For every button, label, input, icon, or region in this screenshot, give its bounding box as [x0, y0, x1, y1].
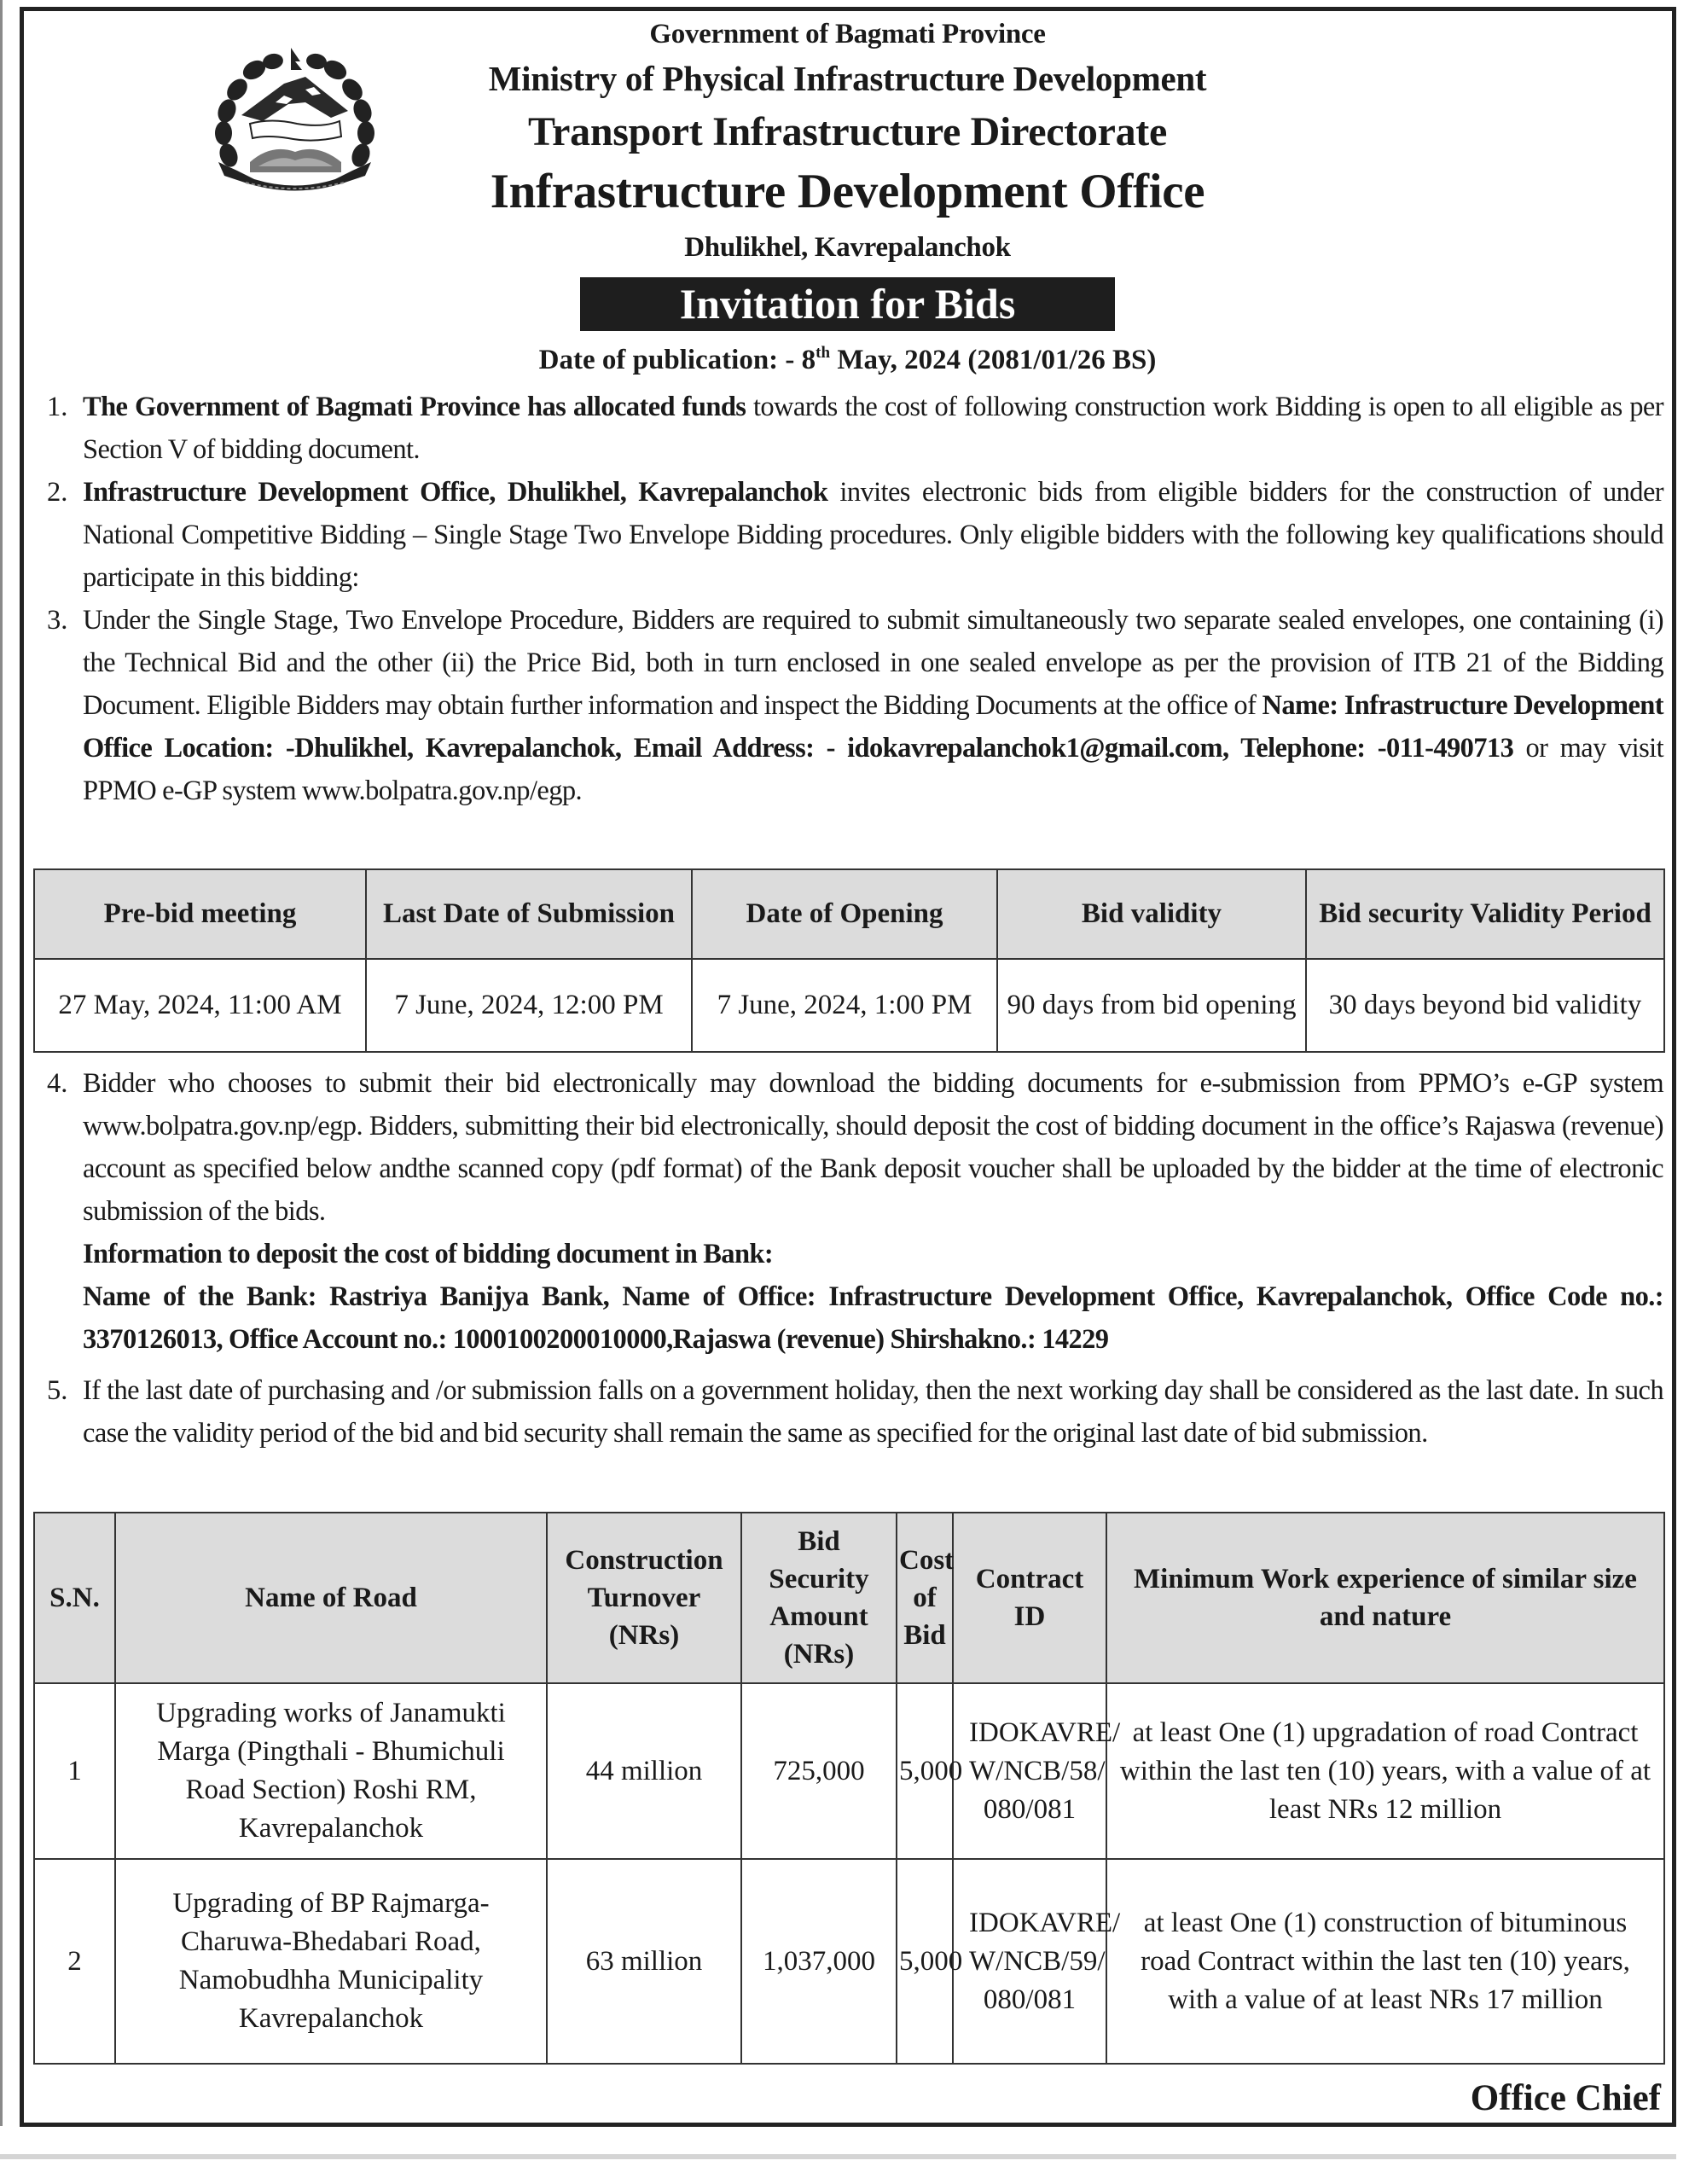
clause-bold: The Government of Bagmati Province has allocated funds [83, 392, 746, 422]
bank-info-details: Name of the Bank: Rastriya Banijya Bank, Name of Office: Infrastructure Development Office, Kavrepalanchok, Office Code no.: 3370126013, Office Account no.: 1000100200010000,Rajaswa (revenue) Shirshakno.: 14229 [83, 1281, 1663, 1355]
works-header-cost: Cost of Bid [897, 1513, 953, 1683]
header-directorate: Transport Infrastructure Directorate [528, 109, 1167, 154]
works-header-experience: Minimum Work experience of similar size and nature [1106, 1513, 1664, 1683]
clause-number: 4. [47, 1068, 68, 1099]
cell-turnover: 63 million [547, 1859, 741, 2064]
clause-1 [47, 386, 1663, 471]
clause-bold: Infrastructure Development Office, Dhulikhel, Kavrepalanchok [83, 477, 828, 508]
publication-date-superscript: th [816, 344, 831, 362]
cell-road: Upgrading of BP Rajmarga-Charuwa-Bhedabari Road, Namobudhha Municipality Kavrepalanchok [115, 1859, 547, 2064]
clause-2 [47, 471, 1663, 599]
works-header-road: Name of Road [115, 1513, 547, 1683]
publication-date-suffix: May, 2024 (2081/01/26 BS) [830, 345, 1157, 375]
clause-number: 1. [47, 392, 68, 422]
clause-plain-after: or may visit PPMO e-GP system www.bolpatra.gov.np/egp. [83, 733, 1664, 806]
cell-bid-security: 725,000 [741, 1683, 897, 1859]
clause-3 [47, 599, 1663, 812]
cell-sn: 2 [34, 1859, 115, 2064]
cell-sn: 1 [34, 1683, 115, 1859]
schedule-value-cell: 7 June, 2024, 1:00 PM [692, 959, 997, 1052]
schedule-header-cell: Bid security Validity Period [1306, 869, 1664, 959]
header-ministry: Ministry of Physical Infrastructure Development [488, 59, 1207, 98]
works-header-row [34, 1513, 1664, 1683]
works-header-contract-id: Contract ID [953, 1513, 1106, 1683]
clause-number: 3. [47, 605, 68, 636]
scan-edge-line [0, 0, 3, 2126]
schedule-value-cell: 27 May, 2024, 11:00 AM [34, 959, 366, 1052]
scan-bottom-band [0, 2154, 1676, 2159]
clause-number: 5. [47, 1375, 68, 1406]
cell-experience: at least One (1) upgradation of road Contract within the last ten (10) years, with a value of at least NRs 12 million [1106, 1683, 1664, 1859]
schedule-value-row [34, 959, 1664, 1052]
works-table [33, 1512, 1665, 2065]
works-header-sn: S.N. [34, 1513, 115, 1683]
schedule-header-cell: Pre-bid meeting [34, 869, 366, 959]
cell-contract-id: IDOKAVRE/ W/NCB/59/ 080/081 [953, 1859, 1106, 2064]
header-government: Government of Bagmati Province [649, 19, 1046, 49]
publication-date-prefix: Date of publication: - 8 [538, 345, 816, 375]
cell-turnover: 44 million [547, 1683, 741, 1859]
header-location: Dhulikhel, Kavrepalanchok [684, 232, 1011, 263]
works-header-turnover: Construction Turnover (NRs) [547, 1513, 741, 1683]
signature-office-chief: Office Chief [1470, 2078, 1661, 2118]
clause-text [83, 1062, 1663, 1361]
schedule-table [33, 868, 1665, 1053]
clause-text [83, 386, 1663, 471]
clause-4 [47, 1062, 1663, 1361]
invitation-banner: Invitation for Bids [580, 277, 1115, 331]
clause-plain: towards the cost of following construction work Bidding is open to all eligible as per Section V of bidding document. [83, 392, 1663, 465]
clause-plain: Bidder who chooses to submit their bid electronically may download the bidding documents for e-submission from PPMO’s e-GP system www.bolpatra.gov.np/egp. Bidders, submitting their bid electronically, should deposit the cost of bidding document in the office’s Rajaswa (revenue) account as specified below andthe scanned copy (pdf format) of the Bank deposit voucher shall be uploaded by the bidder at the time of electronic submission of the bids. [83, 1068, 1663, 1227]
clause-text: If the last date of purchasing and /or submission falls on a government holiday, then the next working day shall be considered as the last date. In such case the validity period of the bid and bid security shall remain the same as specified for the original last date of bid submission. [83, 1375, 1663, 1449]
schedule-value-cell: 7 June, 2024, 12:00 PM [366, 959, 692, 1052]
table-row [34, 1683, 1664, 1859]
schedule-value-cell: 90 days from bid opening [997, 959, 1306, 1052]
schedule-header-cell: Date of Opening [692, 869, 997, 959]
cell-experience: at least One (1) construction of bituminous road Contract within the last ten (10) years, with a value of at least NRs 17 million [1106, 1859, 1664, 2064]
clause-plain: Under the Single Stage, Two Envelope Procedure, Bidders are required to submit simultaneously two separate sealed envelopes, one containing (i) the Technical Bid and the other (ii) the Price Bid, both in turn enclosed in one sealed envelope as per the provision of ITB 21 of the Bidding Document. Eligible Bidders may obtain further information and inspect the Bidding Documents at the office of [83, 605, 1663, 721]
clause-text [83, 471, 1663, 599]
cell-cost: 5,000 [897, 1683, 953, 1859]
header-office: Infrastructure Development Office [490, 165, 1205, 218]
cell-bid-security: 1,037,000 [741, 1859, 897, 2064]
bank-info-heading: Information to deposit the cost of bidding document in Bank: [83, 1239, 774, 1269]
table-row [34, 1859, 1664, 2064]
schedule-value-cell: 30 days beyond bid validity [1306, 959, 1664, 1052]
clause-text [83, 599, 1663, 812]
cell-road: Upgrading works of Janamukti Marga (Pingthali - Bhumichuli Road Section) Roshi RM, Kavrepalanchok [115, 1683, 547, 1859]
schedule-header-cell: Last Date of Submission [366, 869, 692, 959]
schedule-header-row [34, 869, 1664, 959]
clause-5 [47, 1369, 1663, 1455]
cell-cost: 5,000 [897, 1859, 953, 2064]
contact-details: Name: Infrastructure Development Office Location: -Dhulikhel, Kavrepalanchok, Email Address: - idokavrepalanchok1@gmail.com, Telephone: -011-490713 [83, 690, 1663, 764]
clause-number: 2. [47, 477, 68, 508]
clause-plain: invites electronic bids from eligible bidders for the construction of under National Competitive Bidding – Single Stage Two Envelope Bidding procedures. Only eligible bidders with the following key qualifications should participate in this bidding: [83, 477, 1664, 593]
works-header-bid-security: Bid Security Amount (NRs) [741, 1513, 897, 1683]
cell-contract-id: IDOKAVRE/ W/NCB/58/ 080/081 [953, 1683, 1106, 1859]
schedule-header-cell: Bid validity [997, 869, 1306, 959]
publication-date [0, 345, 1695, 376]
